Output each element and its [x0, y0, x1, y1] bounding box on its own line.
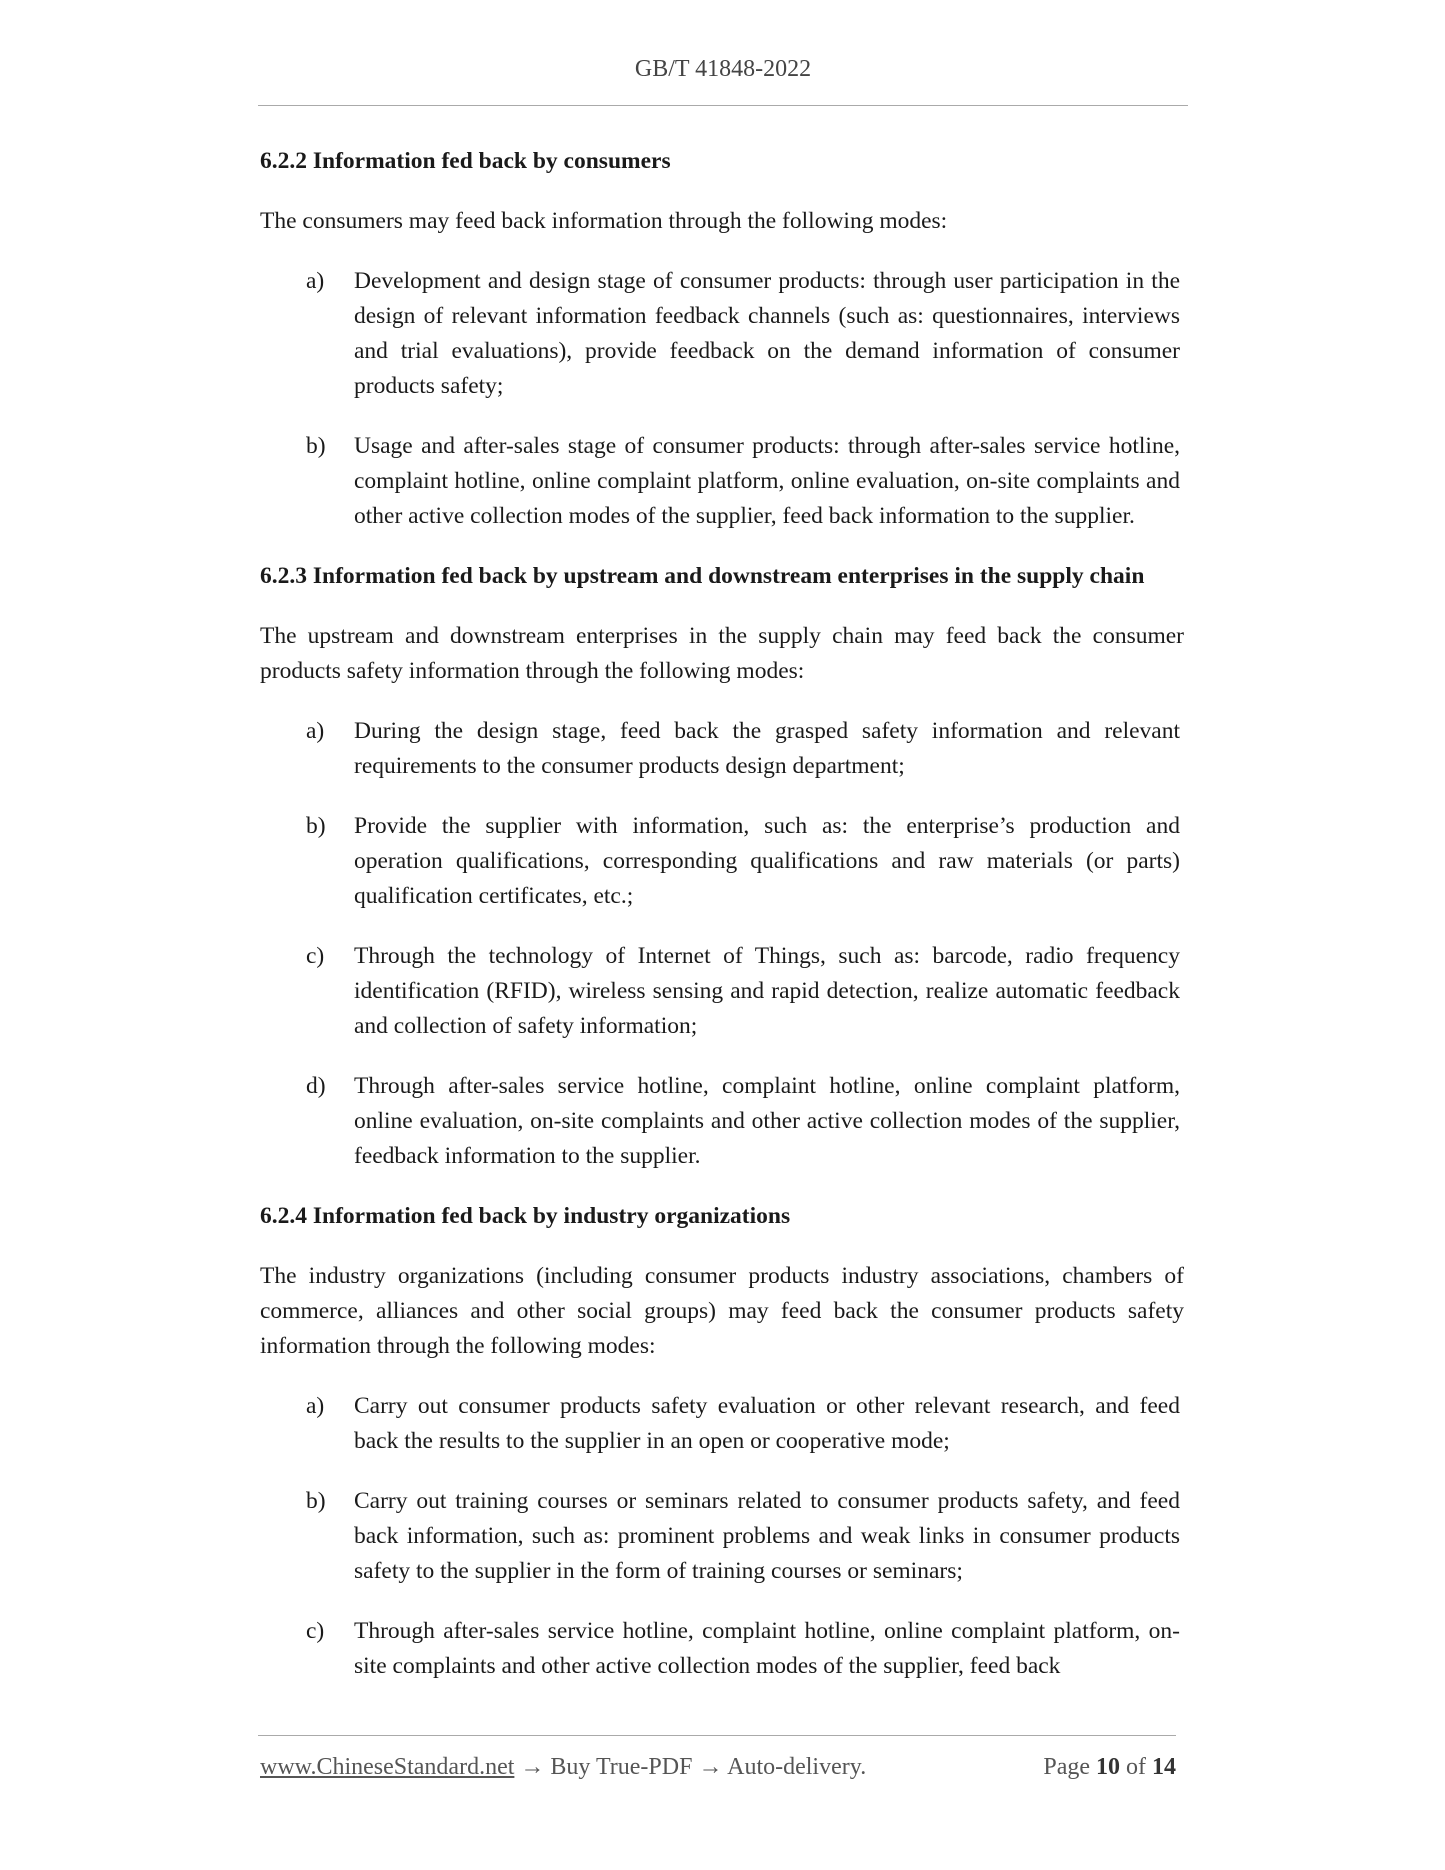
page-total: 14 [1152, 1754, 1176, 1780]
list-item-label: b) [306, 433, 326, 459]
section-heading: 6.2.4 Information fed back by industry organizations [260, 1203, 791, 1229]
list-item-text: During the design stage, feed back the grasped safety information and relevant requirements to the consumer products design department; [354, 718, 1180, 779]
of-word: of [1126, 1754, 1146, 1780]
page-word: Page [1043, 1754, 1090, 1780]
list-item-text: Development and design stage of consumer products: through user participation in the design of relevant information feedback channels (such as: questionnaires, interviews and trial evaluations), provide feedback on the demand information of consumer products safety; [354, 268, 1180, 399]
section-intro: The industry organizations (including consumer products industry associations, chambers of commerce, alliances and other social groups) may feed back the consumer products safety information through the following modes: [260, 1263, 1184, 1359]
list-item-text: Through the technology of Internet of Things, such as: barcode, radio frequency identification (RFID), wireless sensing and rapid detection, realize automatic feedback and collection of safety information; [354, 943, 1180, 1039]
promo-text: → Buy True-PDF → Auto-delivery. [514, 1754, 867, 1780]
header-divider [258, 105, 1188, 106]
list-item-label: c) [306, 1618, 325, 1644]
list-item-label: b) [306, 1488, 326, 1514]
section-6-2-2 [260, 144, 1184, 534]
list-item-text: Provide the supplier with information, such as: the enterprise’s production and operation qualifications, corresponding qualifications and raw materials (or parts) qualification certificates, etc.; [354, 813, 1180, 909]
page-current: 10 [1096, 1754, 1120, 1780]
document-body [260, 144, 1184, 1709]
list-item [260, 1069, 1184, 1174]
list-item-label: d) [306, 1073, 326, 1099]
list-item [260, 939, 1184, 1044]
list-item-label: a) [306, 268, 325, 294]
list-item [260, 429, 1184, 534]
footer-promo [260, 1754, 866, 1781]
document-id: GB/T 41848-2022 [634, 56, 812, 82]
section-6-2-4 [260, 1199, 1184, 1684]
list-item [260, 1389, 1184, 1459]
footer-divider [258, 1735, 1176, 1736]
list-item-text: Through after-sales service hotline, complaint hotline, online complaint platform, on-site complaints and other active collection modes of the supplier, feed back [354, 1618, 1180, 1679]
list-item [260, 809, 1184, 914]
list-item-text: Through after-sales service hotline, complaint hotline, online complaint platform, online evaluation, on-site complaints and other active collection modes of the supplier, feedback information to the supplier. [354, 1073, 1180, 1169]
list-item-text: Carry out training courses or seminars related to consumer products safety, and feed back information, such as: prominent problems and weak links in consumer products safety to the supplier in the form of training courses or seminars; [354, 1488, 1180, 1584]
section-heading: 6.2.2 Information fed back by consumers [260, 148, 671, 174]
section-heading: 6.2.3 Information fed back by upstream and downstream enterprises in the supply chain [260, 563, 1145, 589]
document-footer [260, 1754, 1176, 1781]
section-6-2-3 [260, 559, 1184, 1174]
list-item-label: b) [306, 813, 326, 839]
list-item [260, 1484, 1184, 1589]
section-intro: The consumers may feed back information through the following modes: [260, 208, 948, 234]
site-link[interactable]: www.ChineseStandard.net [260, 1754, 515, 1780]
page-indicator [1043, 1754, 1176, 1781]
list-item-label: a) [306, 718, 325, 744]
list-item-text: Carry out consumer products safety evaluation or other relevant research, and feed back the results to the supplier in an open or cooperative mode; [354, 1393, 1180, 1454]
list-item-label: a) [306, 1393, 325, 1419]
list-item [260, 714, 1184, 784]
list-item [260, 1614, 1184, 1684]
list-item [260, 264, 1184, 404]
section-intro: The upstream and downstream enterprises in the supply chain may feed back the consumer products safety information through the following modes: [260, 623, 1184, 684]
list-item-text: Usage and after-sales stage of consumer products: through after-sales service hotline, complaint hotline, online complaint platform, online evaluation, on-site complaints and other active collection modes of the supplier, feed back information to the supplier. [354, 433, 1180, 529]
document-header [258, 56, 1188, 83]
list-item-label: c) [306, 943, 325, 969]
